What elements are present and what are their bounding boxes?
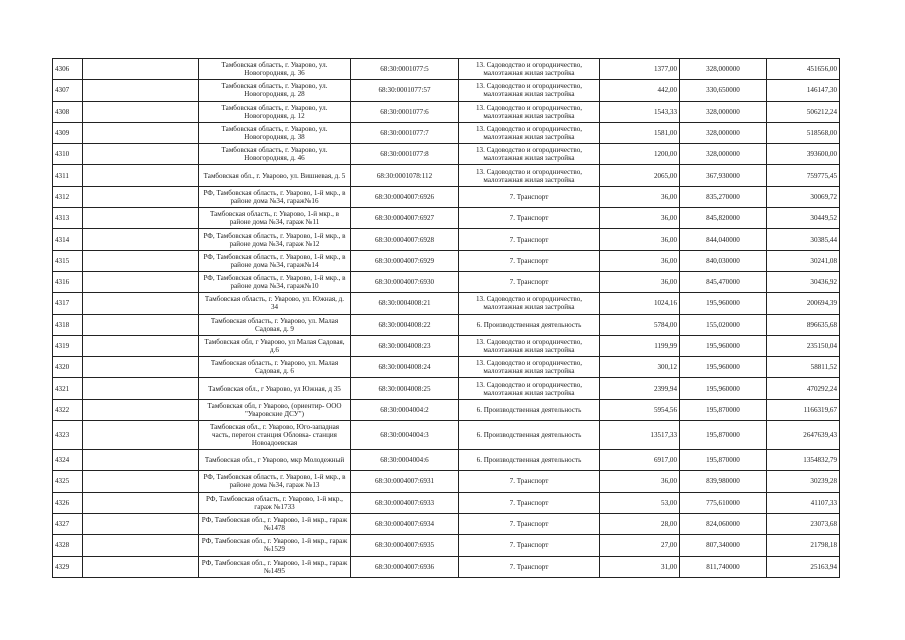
- address-cell: Тамбовская обл, г Уварово, ул Малая Садовая, д.6: [199, 335, 351, 356]
- land-use-cell: 13. Садоводство и огородничество, малоэтажная жилая застройка: [459, 122, 600, 143]
- specific-value-cell: 328,000000: [680, 122, 767, 143]
- empty-cell: [83, 450, 199, 471]
- empty-cell: [83, 535, 199, 556]
- specific-value-cell: 330,650000: [680, 80, 767, 101]
- table-row: [53, 378, 840, 399]
- address-cell: РФ, Тамбовская область, г. Уварово, 1-й мкр., в районе дома №34, гараж№10: [199, 271, 351, 292]
- cadastral-number-cell: 68:30:0001077:5: [351, 59, 459, 80]
- specific-value-cell: 775,610000: [680, 492, 767, 513]
- specific-value-cell: 845,820000: [680, 208, 767, 229]
- table-row: [53, 250, 840, 271]
- address-cell: РФ, Тамбовская область, г. Уварово, 1-й мкр., в районе дома №34, гараж№14: [199, 250, 351, 271]
- cadastral-number-cell: 68:30:0004008:23: [351, 335, 459, 356]
- specific-value-cell: 328,000000: [680, 144, 767, 165]
- land-use-cell: 7. Транспорт: [459, 271, 600, 292]
- address-cell: Тамбовская обл., г. Уварово, Юго-западная часть, перегон станция Обловка- станция Новоадоевская: [199, 421, 351, 450]
- area-cell: 2399,94: [600, 378, 680, 399]
- address-cell: Тамбовская область, г. Уварово, 1-й мкр., в районе дома №34, гараж №11: [199, 208, 351, 229]
- cadastral-number-cell: 68:30:0004007:6930: [351, 271, 459, 292]
- row-number: 4308: [53, 101, 83, 122]
- table-row: [53, 314, 840, 335]
- empty-cell: [83, 101, 199, 122]
- row-number: 4327: [53, 513, 83, 534]
- empty-cell: [83, 471, 199, 492]
- address-cell: РФ, Тамбовская область, г. Уварово, 1-й мкр., в районе дома №34, гараж№16: [199, 186, 351, 207]
- area-cell: 442,00: [600, 80, 680, 101]
- cadastral-value-cell: 200694,39: [767, 293, 840, 314]
- cadastral-number-cell: 68:30:0001078:112: [351, 165, 459, 186]
- land-use-cell: 13. Садоводство и огородничество, малоэтажная жилая застройка: [459, 101, 600, 122]
- area-cell: 2065,00: [600, 165, 680, 186]
- address-cell: Тамбовская область, г. Уварово, ул. Новогородняя, д. 12: [199, 101, 351, 122]
- row-number: 4309: [53, 122, 83, 143]
- row-number: 4328: [53, 535, 83, 556]
- address-cell: Тамбовская область, г. Уварово, ул. Новогородняя, д. 38: [199, 122, 351, 143]
- empty-cell: [83, 80, 199, 101]
- table-row: [53, 535, 840, 556]
- cadastral-value-cell: 518568,00: [767, 122, 840, 143]
- specific-value-cell: 367,930000: [680, 165, 767, 186]
- row-number: 4307: [53, 80, 83, 101]
- cadastral-value-cell: 23073,68: [767, 513, 840, 534]
- table-row: [53, 421, 840, 450]
- cadastral-number-cell: 68:30:0001077:8: [351, 144, 459, 165]
- row-number: 4306: [53, 59, 83, 80]
- cadastral-number-cell: 68:30:0004007:6929: [351, 250, 459, 271]
- land-use-cell: 7. Транспорт: [459, 556, 600, 577]
- cadastral-value-table: [52, 58, 840, 578]
- cadastral-number-cell: 68:30:0004007:6928: [351, 229, 459, 250]
- empty-cell: [83, 335, 199, 356]
- cadastral-value-cell: 393600,00: [767, 144, 840, 165]
- specific-value-cell: 840,030000: [680, 250, 767, 271]
- table-row: [53, 144, 840, 165]
- row-number: 4316: [53, 271, 83, 292]
- cadastral-number-cell: 68:30:0004007:6926: [351, 186, 459, 207]
- specific-value-cell: 195,960000: [680, 335, 767, 356]
- cadastral-number-cell: 68:30:0004008:24: [351, 357, 459, 378]
- specific-value-cell: 839,980000: [680, 471, 767, 492]
- document-page: [52, 58, 839, 578]
- cadastral-number-cell: 68:30:0004008:21: [351, 293, 459, 314]
- area-cell: 5954,56: [600, 399, 680, 420]
- cadastral-number-cell: 68:30:0001077:7: [351, 122, 459, 143]
- table-row: [53, 357, 840, 378]
- land-use-cell: 6. Производственная деятельность: [459, 421, 600, 450]
- table-row: [53, 101, 840, 122]
- row-number: 4311: [53, 165, 83, 186]
- table-row: [53, 513, 840, 534]
- table-row: [53, 399, 840, 420]
- specific-value-cell: 328,000000: [680, 59, 767, 80]
- land-use-cell: 13. Садоводство и огородничество, малоэтажная жилая застройка: [459, 144, 600, 165]
- cadastral-number-cell: 68:30:0004004:3: [351, 421, 459, 450]
- cadastral-value-cell: 470292,24: [767, 378, 840, 399]
- row-number: 4322: [53, 399, 83, 420]
- area-cell: 31,00: [600, 556, 680, 577]
- land-use-cell: 13. Садоводство и огородничество, малоэтажная жилая застройка: [459, 335, 600, 356]
- cadastral-number-cell: 68:30:0004008:22: [351, 314, 459, 335]
- specific-value-cell: 195,870000: [680, 421, 767, 450]
- area-cell: 1024,16: [600, 293, 680, 314]
- land-use-cell: 7. Транспорт: [459, 471, 600, 492]
- empty-cell: [83, 250, 199, 271]
- address-cell: РФ, Тамбовская обл., г. Уварово, 1-й мкр., гараж №1495: [199, 556, 351, 577]
- land-use-cell: 7. Транспорт: [459, 186, 600, 207]
- cadastral-value-cell: 451656,00: [767, 59, 840, 80]
- empty-cell: [83, 378, 199, 399]
- area-cell: 6917,00: [600, 450, 680, 471]
- specific-value-cell: 195,870000: [680, 450, 767, 471]
- empty-cell: [83, 556, 199, 577]
- land-use-cell: 13. Садоводство и огородничество, малоэтажная жилая застройка: [459, 80, 600, 101]
- address-cell: РФ, Тамбовская обл., г. Уварово, 1-й мкр., гараж №1478: [199, 513, 351, 534]
- cadastral-number-cell: 68:30:0001077:6: [351, 101, 459, 122]
- area-cell: 5784,00: [600, 314, 680, 335]
- empty-cell: [83, 513, 199, 534]
- land-use-cell: 7. Транспорт: [459, 535, 600, 556]
- cadastral-number-cell: 68:30:0004007:6933: [351, 492, 459, 513]
- cadastral-value-cell: 506212,24: [767, 101, 840, 122]
- address-cell: Тамбовская область, г. Уварово, ул. Малая Садовая, д. 6: [199, 357, 351, 378]
- address-cell: РФ, Тамбовская область, г. Уварово, 1-й мкр., в районе дома №34, гараж №12: [199, 229, 351, 250]
- cadastral-number-cell: 68:30:0004007:6931: [351, 471, 459, 492]
- empty-cell: [83, 122, 199, 143]
- table-row: [53, 492, 840, 513]
- cadastral-number-cell: 68:30:0004007:6935: [351, 535, 459, 556]
- row-number: 4320: [53, 357, 83, 378]
- table-row: [53, 208, 840, 229]
- table-row: [53, 229, 840, 250]
- table-row: [53, 186, 840, 207]
- cadastral-number-cell: 68:30:0004004:2: [351, 399, 459, 420]
- land-use-cell: 7. Транспорт: [459, 208, 600, 229]
- row-number: 4319: [53, 335, 83, 356]
- empty-cell: [83, 59, 199, 80]
- specific-value-cell: 195,960000: [680, 357, 767, 378]
- land-use-cell: 7. Транспорт: [459, 513, 600, 534]
- address-cell: Тамбовская область, г. Уварово, ул. Малая Садовая, д. 9: [199, 314, 351, 335]
- cadastral-value-cell: 25163,94: [767, 556, 840, 577]
- cadastral-number-cell: 68:30:0004004:6: [351, 450, 459, 471]
- cadastral-number-cell: 68:30:0004008:25: [351, 378, 459, 399]
- area-cell: 36,00: [600, 250, 680, 271]
- specific-value-cell: 845,470000: [680, 271, 767, 292]
- table-row: [53, 293, 840, 314]
- cadastral-value-cell: 30239,28: [767, 471, 840, 492]
- specific-value-cell: 328,000000: [680, 101, 767, 122]
- row-number: 4326: [53, 492, 83, 513]
- address-cell: Тамбовская область, г. Уварово, ул. Новогородняя, д. 28: [199, 80, 351, 101]
- empty-cell: [83, 421, 199, 450]
- row-number: 4310: [53, 144, 83, 165]
- address-cell: Тамбовская область, г. Уварово, ул. Новогородняя, д. 46: [199, 144, 351, 165]
- row-number: 4325: [53, 471, 83, 492]
- empty-cell: [83, 144, 199, 165]
- land-use-cell: 6. Производственная деятельность: [459, 450, 600, 471]
- cadastral-number-cell: 68:30:0004007:6934: [351, 513, 459, 534]
- area-cell: 36,00: [600, 229, 680, 250]
- empty-cell: [83, 357, 199, 378]
- empty-cell: [83, 229, 199, 250]
- table-body: [53, 59, 840, 578]
- land-use-cell: 13. Садоводство и огородничество, малоэтажная жилая застройка: [459, 378, 600, 399]
- specific-value-cell: 155,020000: [680, 314, 767, 335]
- specific-value-cell: 824,060000: [680, 513, 767, 534]
- address-cell: Тамбовская обл, г Уварово, (ориентир- ООО "Уваровские ДСУ"): [199, 399, 351, 420]
- address-cell: Тамбовская область, г. Уварово, ул. Южная, д. 34: [199, 293, 351, 314]
- land-use-cell: 13. Садоводство и огородничество, малоэтажная жилая застройка: [459, 165, 600, 186]
- row-number: 4317: [53, 293, 83, 314]
- area-cell: 1200,00: [600, 144, 680, 165]
- area-cell: 36,00: [600, 208, 680, 229]
- empty-cell: [83, 492, 199, 513]
- cadastral-value-cell: 235150,04: [767, 335, 840, 356]
- cadastral-value-cell: 58811,52: [767, 357, 840, 378]
- address-cell: РФ, Тамбовская обл., г. Уварово, 1-й мкр., гараж №1529: [199, 535, 351, 556]
- row-number: 4313: [53, 208, 83, 229]
- cadastral-value-cell: 1354832,79: [767, 450, 840, 471]
- area-cell: 36,00: [600, 471, 680, 492]
- area-cell: 36,00: [600, 186, 680, 207]
- specific-value-cell: 811,740000: [680, 556, 767, 577]
- area-cell: 53,00: [600, 492, 680, 513]
- specific-value-cell: 835,270000: [680, 186, 767, 207]
- address-cell: Тамбовская обл., г Уварово, ул Южная, д 35: [199, 378, 351, 399]
- address-cell: Тамбовская обл., г. Уварово, ул. Вишневая, д. 5: [199, 165, 351, 186]
- land-use-cell: 7. Транспорт: [459, 229, 600, 250]
- land-use-cell: 13. Садоводство и огородничество, малоэтажная жилая застройка: [459, 59, 600, 80]
- specific-value-cell: 195,960000: [680, 378, 767, 399]
- empty-cell: [83, 293, 199, 314]
- cadastral-value-cell: 30241,08: [767, 250, 840, 271]
- specific-value-cell: 195,960000: [680, 293, 767, 314]
- table-row: [53, 165, 840, 186]
- address-cell: Тамбовская область, г. Уварово, ул. Новогородняя, д. 36: [199, 59, 351, 80]
- specific-value-cell: 844,040000: [680, 229, 767, 250]
- land-use-cell: 13. Садоводство и огородничество, малоэтажная жилая застройка: [459, 357, 600, 378]
- cadastral-value-cell: 30069,72: [767, 186, 840, 207]
- area-cell: 36,00: [600, 271, 680, 292]
- empty-cell: [83, 271, 199, 292]
- address-cell: РФ, Тамбовская область, г. Уварово, 1-й мкр., в районе дома №34, гараж №13: [199, 471, 351, 492]
- empty-cell: [83, 314, 199, 335]
- area-cell: 300,12: [600, 357, 680, 378]
- table-row: [53, 335, 840, 356]
- cadastral-value-cell: 896635,68: [767, 314, 840, 335]
- cadastral-value-cell: 21798,18: [767, 535, 840, 556]
- address-cell: Тамбовская обл., г Уварово, мкр Молодежный: [199, 450, 351, 471]
- table-row: [53, 556, 840, 577]
- table-row: [53, 471, 840, 492]
- row-number: 4318: [53, 314, 83, 335]
- area-cell: 1543,33: [600, 101, 680, 122]
- cadastral-number-cell: 68:30:0001077:57: [351, 80, 459, 101]
- cadastral-value-cell: 2647639,43: [767, 421, 840, 450]
- land-use-cell: 7. Транспорт: [459, 492, 600, 513]
- empty-cell: [83, 399, 199, 420]
- land-use-cell: 7. Транспорт: [459, 250, 600, 271]
- row-number: 4321: [53, 378, 83, 399]
- land-use-cell: 6. Производственная деятельность: [459, 314, 600, 335]
- area-cell: 28,00: [600, 513, 680, 534]
- table-row: [53, 450, 840, 471]
- address-cell: РФ, Тамбовская область, г. Уварово, 1-й мкр., гараж №1733: [199, 492, 351, 513]
- land-use-cell: 6. Производственная деятельность: [459, 399, 600, 420]
- area-cell: 13517,33: [600, 421, 680, 450]
- table-row: [53, 59, 840, 80]
- area-cell: 1377,00: [600, 59, 680, 80]
- row-number: 4329: [53, 556, 83, 577]
- row-number: 4314: [53, 229, 83, 250]
- table-row: [53, 271, 840, 292]
- area-cell: 27,00: [600, 535, 680, 556]
- area-cell: 1199,99: [600, 335, 680, 356]
- empty-cell: [83, 186, 199, 207]
- empty-cell: [83, 208, 199, 229]
- land-use-cell: 13. Садоводство и огородничество, малоэтажная жилая застройка: [459, 293, 600, 314]
- row-number: 4324: [53, 450, 83, 471]
- specific-value-cell: 807,340000: [680, 535, 767, 556]
- cadastral-value-cell: 41107,33: [767, 492, 840, 513]
- empty-cell: [83, 165, 199, 186]
- cadastral-number-cell: 68:30:0004007:6936: [351, 556, 459, 577]
- cadastral-value-cell: 759775,45: [767, 165, 840, 186]
- cadastral-value-cell: 30385,44: [767, 229, 840, 250]
- cadastral-value-cell: 30449,52: [767, 208, 840, 229]
- cadastral-value-cell: 1166319,67: [767, 399, 840, 420]
- table-row: [53, 80, 840, 101]
- cadastral-value-cell: 146147,30: [767, 80, 840, 101]
- specific-value-cell: 195,870000: [680, 399, 767, 420]
- cadastral-value-cell: 30436,92: [767, 271, 840, 292]
- cadastral-number-cell: 68:30:0004007:6927: [351, 208, 459, 229]
- row-number: 4312: [53, 186, 83, 207]
- area-cell: 1581,00: [600, 122, 680, 143]
- row-number: 4323: [53, 421, 83, 450]
- table-row: [53, 122, 840, 143]
- row-number: 4315: [53, 250, 83, 271]
